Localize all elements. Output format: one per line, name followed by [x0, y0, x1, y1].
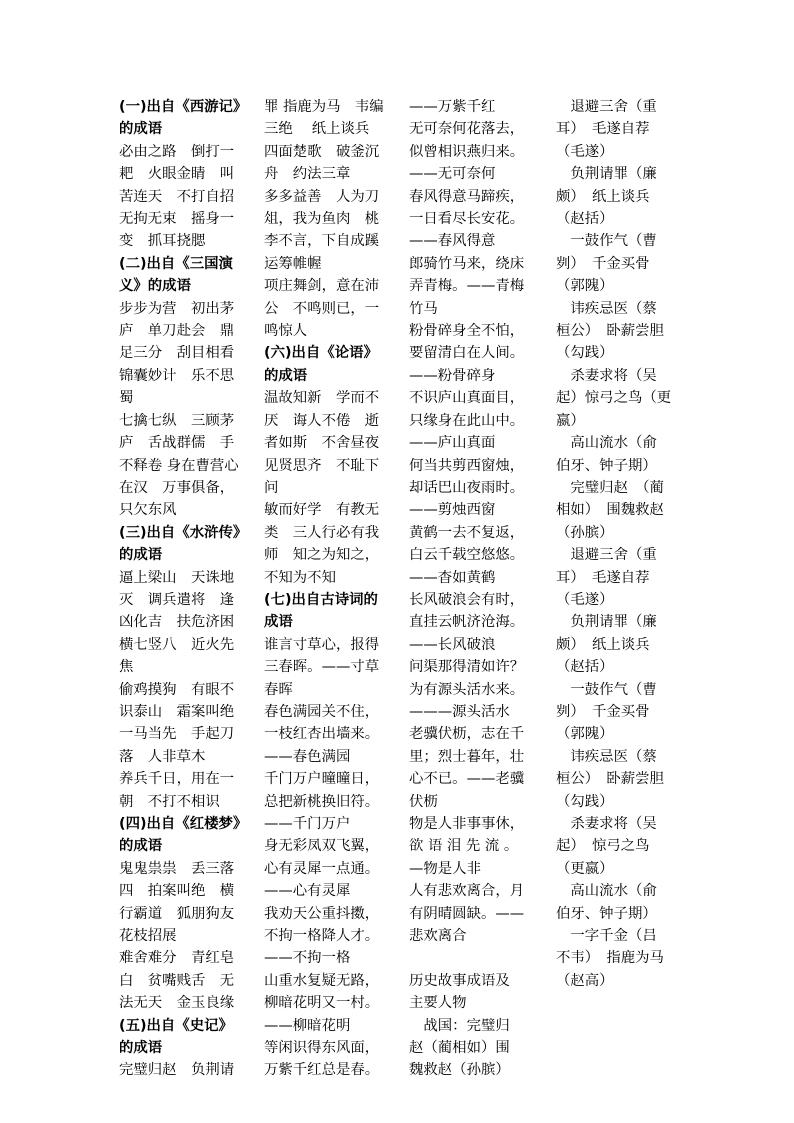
text-line: 师 知之为知之，	[264, 547, 380, 564]
text-line: 一马当先 手起刀	[119, 726, 235, 743]
text-line: 只欠东风	[119, 502, 177, 519]
text-line: 一鼓作气（曹	[556, 233, 657, 250]
text-line: 为有源头活水来。	[409, 681, 525, 698]
text-column-3	[409, 96, 533, 1082]
text-line: ———源头活水	[409, 703, 510, 720]
text-line: ——粉骨碎身	[409, 367, 496, 384]
text-line: 起） 惊弓之鸟	[556, 838, 650, 855]
text-line: 却话巴山夜雨时。	[409, 479, 525, 496]
text-line: 温故知新 学而不	[264, 390, 380, 407]
text-line: 春色满园关不住，	[264, 703, 380, 720]
text-line: （勾践）	[556, 345, 614, 362]
text-line: 桓公） 卧薪尝胆	[556, 771, 664, 788]
text-line: 问	[264, 479, 279, 496]
section-heading: (七)出自古诗词的	[264, 591, 378, 608]
text-line: 伯牙、钟子期）	[556, 905, 657, 922]
text-line: 鬼鬼祟祟 丢三落	[119, 860, 235, 877]
text-line: 柳暗花明又一村。	[264, 995, 380, 1012]
text-line: 我劝天公重抖擞，	[264, 905, 380, 922]
section-heading: 的成语	[119, 547, 163, 564]
text-line: 心不已。——老骥	[409, 771, 525, 788]
text-line: 七擒七纵 三顾茅	[119, 412, 235, 429]
text-line: （孙膑）	[556, 524, 614, 541]
text-line: 刿） 千金买骨	[556, 255, 650, 272]
text-line: 公 不鸣则已，一	[264, 300, 380, 317]
text-line: 主要人物	[409, 995, 467, 1012]
text-line: 高山流水（俞	[556, 435, 657, 452]
text-line: ——春风得意	[409, 233, 496, 250]
text-line: ——剪烛西窗	[409, 502, 496, 519]
text-line: 不知为不知	[264, 569, 336, 586]
text-line: 人有悲欢离合，月	[409, 883, 525, 900]
text-line: 长风破浪会有时，	[409, 591, 525, 608]
text-line: 无拘无束 摇身一	[119, 211, 235, 228]
text-line: 法无天 金玉良缘	[119, 995, 235, 1012]
text-line: 项庄舞剑，意在沛	[264, 278, 380, 295]
text-line: 白云千载空悠悠。	[409, 547, 525, 564]
text-line: 退避三舍（重	[556, 547, 657, 564]
text-line: 步步为营 初出茅	[119, 300, 235, 317]
blank-line	[409, 947, 533, 969]
text-line: ——长风破浪	[409, 636, 496, 653]
section-heading: 的成语	[264, 367, 308, 384]
text-line: ——万紫千红	[409, 99, 496, 115]
text-line: 凶化吉 扶危济困	[119, 614, 235, 631]
section-heading: 的成语	[119, 121, 163, 138]
text-line: （勾践）	[556, 793, 614, 810]
text-line: 桓公） 卧薪尝胆	[556, 323, 664, 340]
text-line: 必由之路 倒打一	[119, 143, 235, 160]
text-line: （赵括）	[556, 211, 614, 228]
text-line: 相如） 围魏救赵	[556, 502, 664, 519]
text-line: 罪 指鹿为马 韦编	[264, 99, 384, 115]
text-line: 鸣惊人	[264, 323, 308, 340]
text-line: 锦囊妙计 乐不思	[119, 367, 235, 384]
section-heading: 义》的成语	[119, 278, 191, 295]
text-line: 老骥伏枥，志在千	[409, 726, 525, 743]
text-line: 杀妻求将（吴	[556, 816, 657, 832]
text-line: 一鼓作气（曹	[556, 681, 657, 698]
text-line: 退避三舍（重	[556, 99, 657, 115]
text-line: 类 三人行必有我	[264, 524, 380, 541]
text-line: ——柳暗花明	[264, 1017, 351, 1034]
text-line: 耳） 毛遂自荐	[556, 569, 650, 586]
text-line: 物是人非事事休，	[409, 816, 525, 832]
text-line: 千门万户曈曈日，	[264, 771, 380, 788]
text-line: 难舍难分 青红皂	[119, 950, 235, 967]
section-heading: (六)出自《论语》	[264, 345, 378, 362]
text-line: （郭隗）	[556, 726, 614, 743]
section-heading: (三)出自《水浒传》	[119, 524, 248, 541]
text-line: 耳） 毛遂自荐	[556, 121, 650, 138]
text-line: 山重水复疑无路，	[264, 972, 380, 989]
text-line: 苦连天 不打自招	[119, 188, 235, 205]
text-line: 有阴晴圆缺。——	[409, 905, 525, 922]
text-column-4	[556, 96, 680, 992]
section-heading: (二)出自《三国演	[119, 255, 233, 272]
text-line: 无可奈何花落去，	[409, 121, 525, 138]
text-line: （毛遂）	[556, 591, 614, 608]
text-line: （更嬴）	[556, 860, 614, 877]
text-line: 朝 不打不相识	[119, 793, 220, 810]
text-line: 魏救赵（孙膑）	[409, 1062, 510, 1079]
text-line: 养兵千日，用在一	[119, 771, 235, 788]
text-line: 郎骑竹马来，绕床	[409, 255, 525, 272]
text-line: 颇） 纸上谈兵	[556, 188, 650, 205]
text-line: 刿） 千金买骨	[556, 703, 650, 720]
text-line: 讳疾忌医（蔡	[556, 748, 657, 765]
text-line: 舟 约法三章	[264, 166, 351, 183]
text-column-2	[264, 96, 388, 1082]
text-line: 颇） 纸上谈兵	[556, 636, 650, 653]
text-line: 总把新桃换旧符。	[264, 793, 380, 810]
text-line: ——庐山真面	[409, 435, 496, 452]
text-line: 负荆请罪（廉	[556, 614, 657, 631]
text-line: （毛遂）	[556, 143, 614, 160]
text-line: 敏而好学 有教无	[264, 502, 380, 519]
section-heading: (五)出自《史记》	[119, 1017, 233, 1034]
text-line: 不识庐山真面目，	[409, 390, 525, 407]
text-line: 欲 语 泪 先 流 。	[409, 838, 519, 855]
text-line: 伏枥	[409, 793, 438, 810]
text-line: （赵括）	[556, 659, 614, 676]
text-line: 行霸道 狐朋狗友	[119, 905, 235, 922]
text-line: ——春色满园	[264, 748, 351, 765]
text-line: 粉骨碎身全不怕，	[409, 323, 525, 340]
text-line: 一日看尽长安花。	[409, 211, 525, 228]
text-line: 落 人非草木	[119, 748, 206, 765]
text-line: 里；烈士暮年，壮	[409, 748, 525, 765]
text-line: 直挂云帆济沧海。	[409, 614, 525, 631]
text-line: 耙 火眼金睛 叫	[119, 166, 235, 183]
text-line: 逼上梁山 天诛地	[119, 569, 235, 586]
text-line: 三绝 纸上谈兵	[264, 121, 370, 138]
text-line: ——杳如黄鹤	[409, 569, 496, 586]
text-line: 完璧归赵 （蔺	[556, 479, 664, 496]
section-heading: 成语	[264, 614, 293, 631]
text-line: 四 拍案叫绝 横	[119, 883, 235, 900]
text-line: 横七竖八 近火先	[119, 636, 235, 653]
text-line: ——无可奈何	[409, 166, 496, 183]
section-heading: 的成语	[119, 838, 163, 855]
text-line: ——心有灵犀	[264, 883, 351, 900]
text-line: 历史故事成语及	[409, 972, 510, 989]
section-heading: 的成语	[119, 1040, 163, 1057]
text-line: —物是人非	[409, 860, 481, 877]
text-line: 四面楚歌 破釜沉	[264, 143, 380, 160]
section-heading: (四)出自《红楼梦》	[119, 816, 248, 832]
text-line: 俎，我为鱼肉 桃	[264, 211, 380, 228]
text-line: 白 贫嘴贱舌 无	[119, 972, 235, 989]
text-line: 身无彩凤双飞翼，	[264, 838, 380, 855]
text-line: 灭 调兵遣将 逢	[119, 591, 235, 608]
text-line: 蜀	[119, 390, 134, 407]
text-line: 问渠那得清如许？	[409, 659, 525, 676]
text-line: 见贤思齐 不耻下	[264, 457, 380, 474]
text-line: 一字千金（吕	[556, 928, 657, 945]
text-line: 庐 单刀赴会 鼎	[119, 323, 235, 340]
text-line: 赵（蔺相如）围	[409, 1040, 510, 1057]
text-line: 偷鸡摸狗 有眼不	[119, 681, 235, 698]
text-line: 等闲识得东风面，	[264, 1040, 380, 1057]
text-line: 悲欢离合	[409, 928, 467, 945]
text-line: 在汉 万事俱备，	[119, 479, 235, 496]
text-line: 高山流水（俞	[556, 883, 657, 900]
text-line: 足三分 刮目相看	[119, 345, 235, 362]
text-line: 要留清白在人间。	[409, 345, 525, 362]
text-line: 春风得意马蹄疾，	[409, 188, 525, 205]
text-column-1	[119, 96, 248, 1082]
text-line: 运筹帷幄	[264, 255, 322, 272]
text-line: 何当共剪西窗烛，	[409, 457, 525, 474]
text-line: 谁言寸草心，报得	[264, 636, 380, 653]
text-line: 负荆请罪（廉	[556, 166, 657, 183]
text-line: 心有灵犀一点通。	[264, 860, 380, 877]
text-line: 竹马	[409, 300, 438, 317]
text-line: ——千门万户	[264, 816, 351, 832]
text-line: 识泰山 霜案叫绝	[119, 703, 235, 720]
text-line: 多多益善 人为刀	[264, 188, 380, 205]
text-line: 弄青梅。——青梅	[409, 278, 525, 295]
text-line: 万紫千红总是春。	[264, 1062, 380, 1079]
text-line: 李不言，下自成蹊	[264, 233, 380, 250]
text-line: 不释卷 身在曹营心	[119, 457, 239, 474]
text-line: 春晖	[264, 681, 293, 698]
text-line: 厌 诲人不倦 逝	[264, 412, 380, 429]
text-line: ——不拘一格	[264, 950, 351, 967]
text-line: 一枝红杏出墙来。	[264, 726, 380, 743]
text-line: （赵高）	[556, 972, 614, 989]
text-line: （郭隗）	[556, 278, 614, 295]
section-heading: (一)出自《西游记》	[119, 99, 248, 115]
text-line: 伯牙、钟子期）	[556, 457, 657, 474]
text-line: 黄鹤一去不复返，	[409, 524, 525, 541]
text-line: 似曾相识燕归来。	[409, 143, 525, 160]
text-line: 三春晖。——寸草	[264, 659, 380, 676]
text-line: 花枝招展	[119, 928, 177, 945]
text-line: 变 抓耳挠腮	[119, 233, 206, 250]
text-line: 嬴）	[556, 412, 585, 429]
text-line: 庐 舌战群儒 手	[119, 435, 235, 452]
text-line: 讳疾忌医（蔡	[556, 300, 657, 317]
text-line: 起）惊弓之鸟（更	[556, 390, 672, 407]
text-line: 者如斯 不舍昼夜	[264, 435, 380, 452]
text-line: 焦	[119, 659, 134, 676]
text-line: 只缘身在此山中。	[409, 412, 525, 429]
text-line: 不拘一格降人才。	[264, 928, 380, 945]
text-line: 杀妻求将（吴	[556, 367, 657, 384]
text-line: 不韦） 指鹿为马	[556, 950, 664, 967]
text-line: 完璧归赵 负荆请	[119, 1062, 235, 1079]
text-line: 战国：完璧归	[409, 1017, 510, 1034]
